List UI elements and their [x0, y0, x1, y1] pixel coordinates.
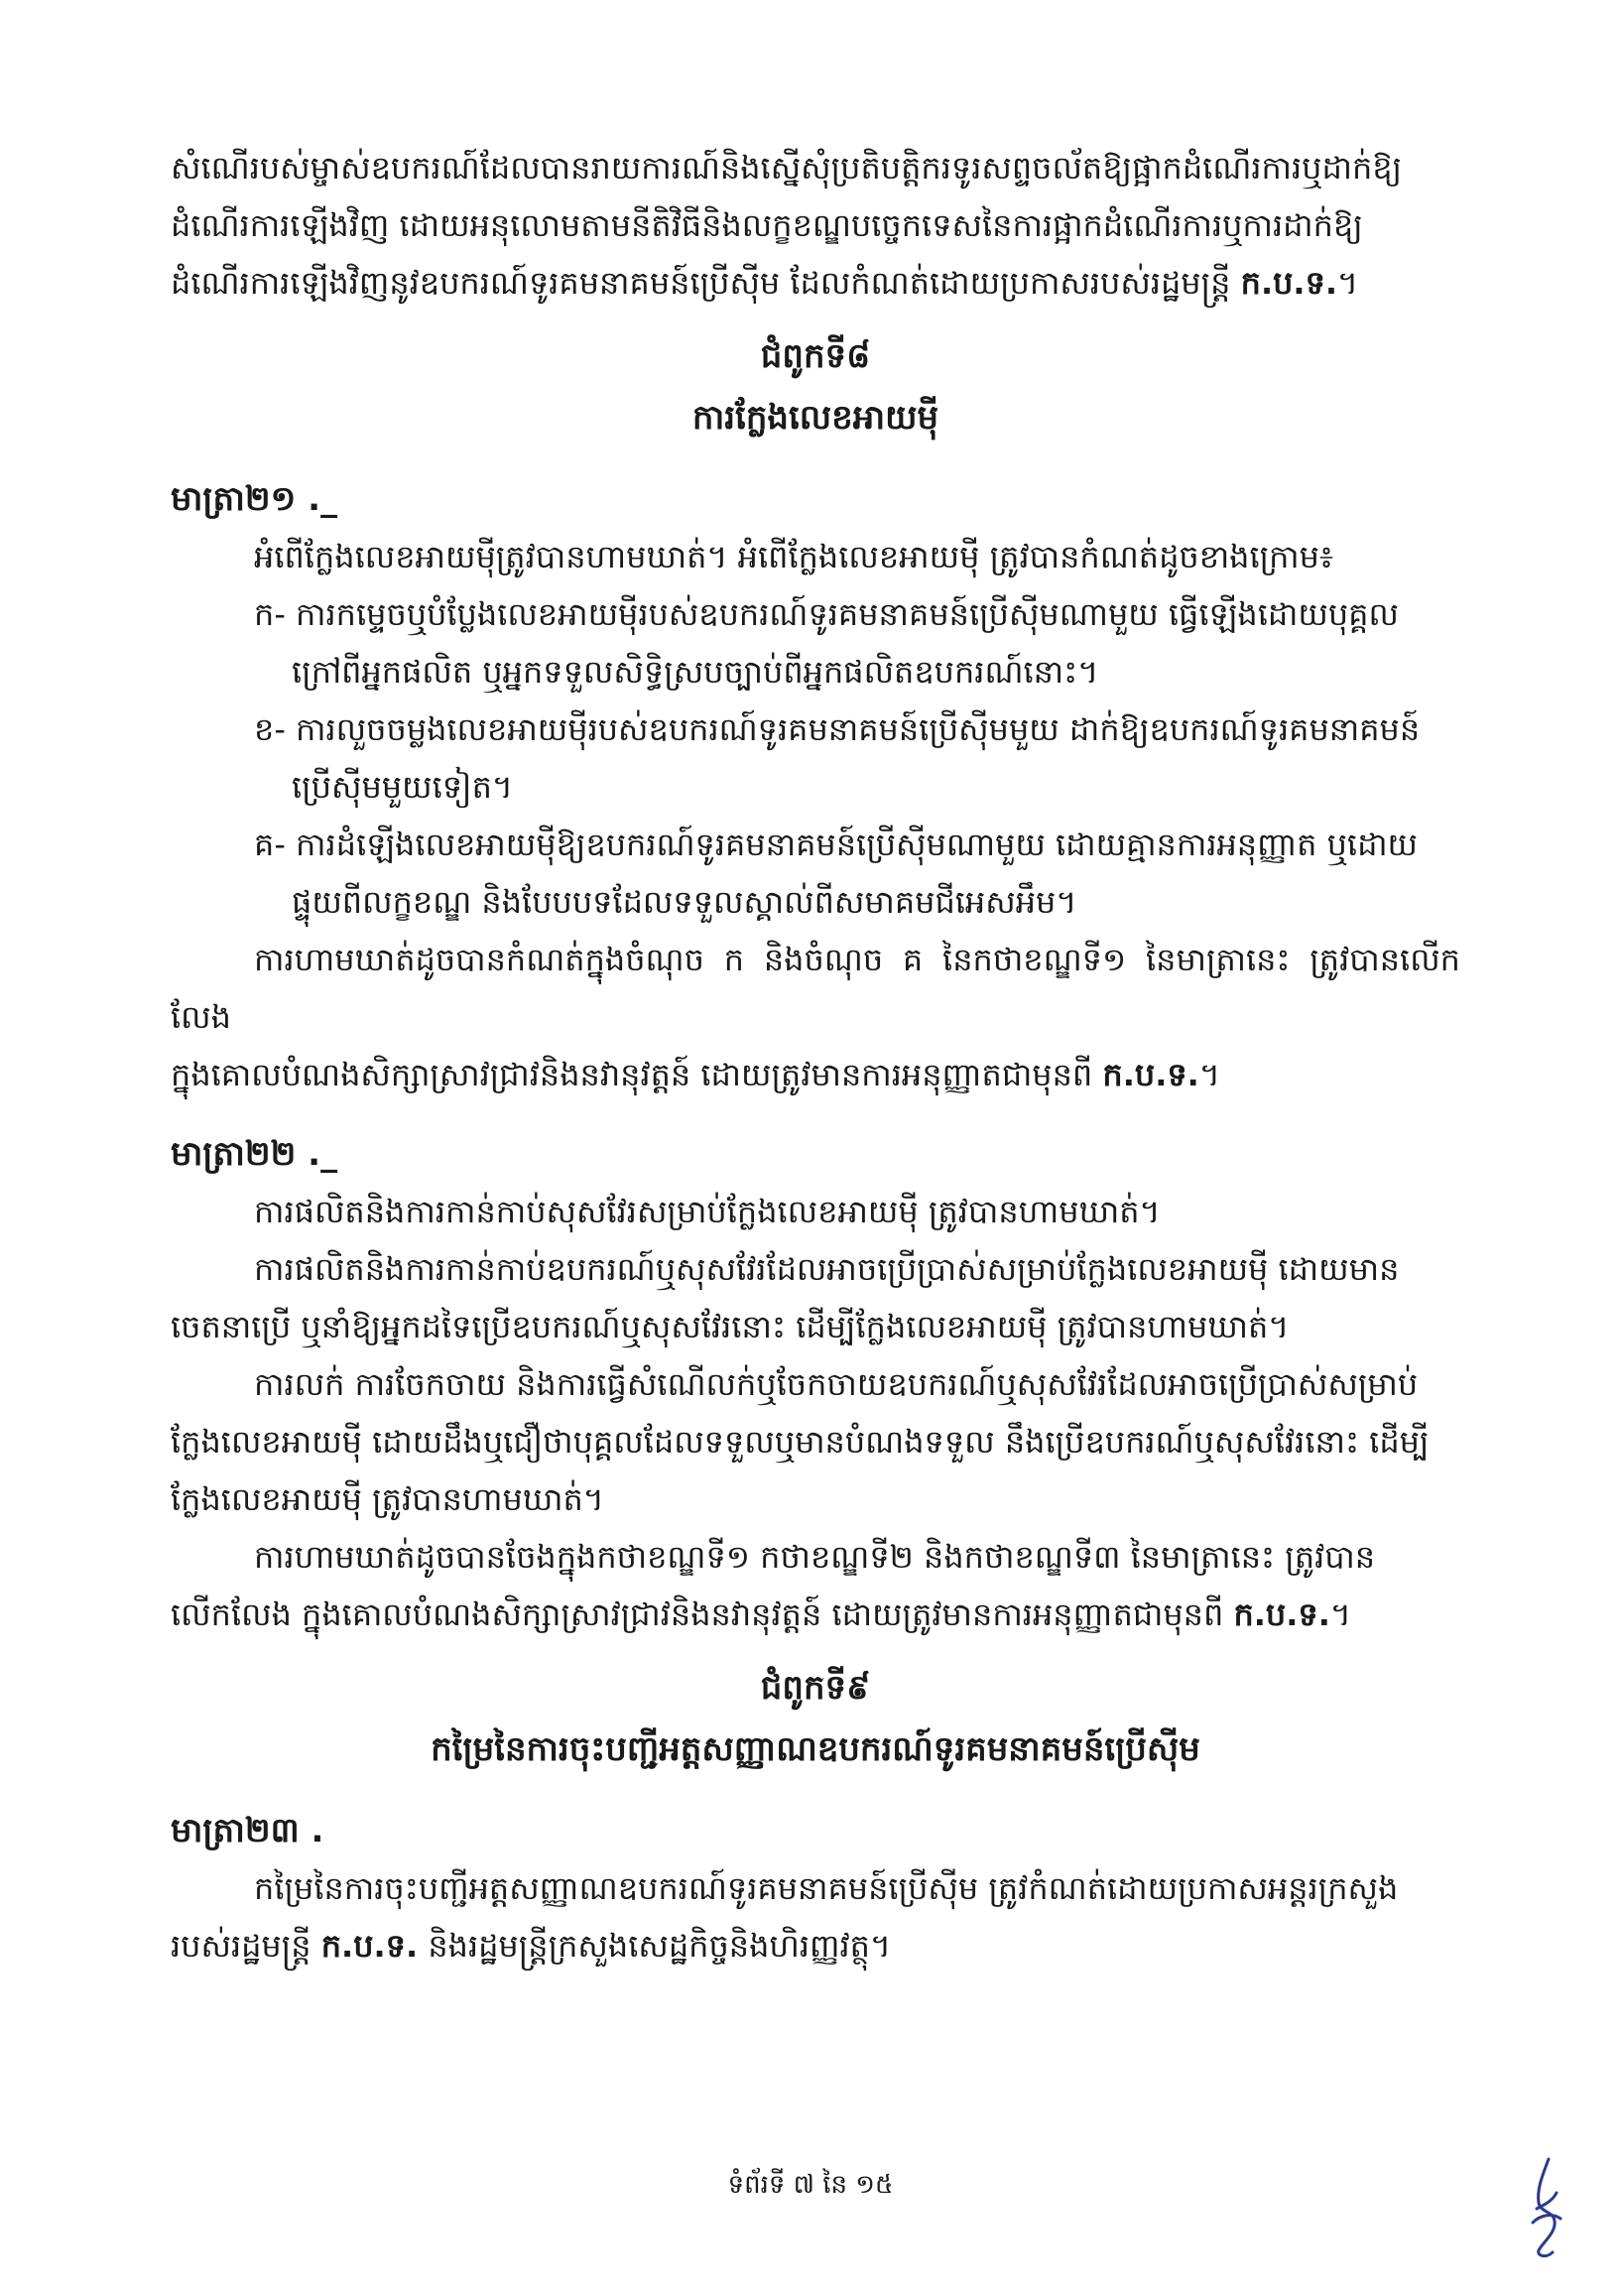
- article-22-p2: ការផលិតនិងការកាន់កាប់ឧបករណ៍ឬសុសវែរដែលអាចប្រើប្រាស់សម្រាប់ក្លែងលេខអាយម៉ី ដោយមាន: [254, 1250, 1400, 1288]
- list-item-c: គ- ការដំឡើងលេខអាយម៉ីឱ្យឧបករណ៍ទូរគមនាគមន៍ប្រើស៊ីមណាមួយ ដោយគ្មានការអនុញ្ញាត ឬដោយ: [254, 826, 1418, 863]
- intro-line: ដំណើរការឡើងវិញនូវឧបករណ៍ទូរគមនាគមន៍ប្រើស៊ីម ដែលកំណត់ដោយប្រកាសរបស់រដ្ឋមន្ត្រី ក.ប.ទ.។: [171, 264, 1359, 302]
- article-23-heading: មាត្រា២៣ .: [171, 1811, 324, 1850]
- article-21-exception-cont: ក្នុងគោលបំណងសិក្សាស្រាវជ្រាវនិងនវានុវត្តន៍ ដោយត្រូវមានការអនុញ្ញាតជាមុនពី ក.ប.ទ.។: [171, 1056, 1220, 1093]
- list-item-b: ខ- ការលួចចម្លងលេខអាយម៉ីរបស់ឧបករណ៍ទូរគមនាគមន៍ប្រើស៊ីមមួយ ដាក់ឱ្យឧបករណ៍ទូរគមនាគមន៍: [254, 710, 1421, 748]
- article-22-p4-cont: លើកលែង ក្នុងគោលបំណងសិក្សាស្រាវជ្រាវនិងនវានុវត្តន៍ ដោយត្រូវមានការអនុញ្ញាតជាមុនពី ក.ប.ទ.។: [171, 1595, 1351, 1633]
- article-22-p3: ការលក់ ការចែកចាយ និងការធ្វើសំណើលក់ឬចែកចាយឧបករណ៍ឬសុសវែរដែលអាចប្រើប្រាស់សម្រាប់: [254, 1365, 1419, 1403]
- article-23-line1: កម្រៃនៃការចុះបញ្ជីអត្តសញ្ញាណឧបករណ៍ទូរគមនាគមន៍ប្រើស៊ីម ត្រូវកំណត់ដោយប្រកាសអន្តរក្រសួង: [254, 1869, 1399, 1907]
- document-body: [171, 139, 1460, 1975]
- intro-paragraph: [171, 139, 1460, 312]
- agency-abbrev: ក.ប.ទ.: [1233, 1595, 1330, 1633]
- agency-abbrev: ក.ប.ទ.: [1240, 264, 1338, 302]
- article-22-p2-cont: ចេតនាប្រើ ឬនាំឱ្យអ្នកដទៃប្រើឧបករណ៍ឬសុសវែរនោះ ដើម្បីក្លែងលេខអាយម៉ី ត្រូវបានហាមឃាត់។: [171, 1308, 1290, 1345]
- article-22-heading: មាត្រា២២ ._: [171, 1134, 338, 1174]
- signature-initials: [1513, 2153, 1572, 2262]
- article-22-p1: ការផលិតនិងការកាន់កាប់សុសវែរសម្រាប់ក្លែងលេខអាយម៉ី ត្រូវបានហាមឃាត់។: [254, 1193, 1161, 1230]
- article-21-intro: អំពើក្លែងលេខអាយម៉ីត្រូវបានហាមឃាត់។ អំពើក្លែងលេខអាយម៉ី ត្រូវបានកំណត់ដូចខាងក្រោម៖: [254, 538, 1333, 575]
- chapter-8-number: ជំពូកទី៨: [760, 336, 871, 376]
- chapter-9-title: កម្រៃនៃការចុះបញ្ជីអត្តសញ្ញាណឧបករណ៍ទូរគមនាគមន៍ប្រើស៊ីម: [431, 1729, 1200, 1769]
- chapter-8-title: ការក្លែងលេខអាយម៉ី: [691, 398, 939, 438]
- article-22-p3-cont: ក្លែងលេខអាយម៉ី ត្រូវបានហាមឃាត់។: [171, 1480, 604, 1518]
- article-22-p3-cont: ក្លែងលេខអាយម៉ី ដោយដឹងឬជឿថាបុគ្គលដែលទទួលឬមានបំណងទទួល នឹងប្រើឧបករណ៍ឬសុសវែរនោះ ដើម្បី: [171, 1423, 1430, 1461]
- agency-abbrev: ក.ប.ទ.: [320, 1927, 419, 1965]
- intro-line: សំណើរបស់ម្ចាស់ឧបករណ៍ដែលបានរាយការណ៍និងស្នើសុំប្រតិបត្តិករទូរសព្ទចល័តឱ្យផ្អាកដំណើរការឬដាក់ឱ្យ: [171, 149, 1403, 187]
- chapter-9-number: ជំពូកទី៩: [760, 1668, 871, 1708]
- list-item-b-cont: ប្រើស៊ីមមួយទៀត។: [292, 768, 513, 806]
- agency-abbrev: ក.ប.ទ.: [1102, 1056, 1199, 1093]
- article-21-exception: ការហាមឃាត់ដូចបានកំណត់ក្នុងចំណុច ក និងចំណុច គ នៃកថាខណ្ឌទី១ នៃមាត្រានេះ ត្រូវបានលើកលែង: [171, 941, 1460, 1036]
- intro-line: ដំណើរការឡើងវិញ ដោយអនុលោមតាមនីតិវិធីនិងលក្ខខណ្ឌបច្ចេកទេសនៃការផ្អាកដំណើរការឬការដាក់ឱ្យ: [171, 206, 1363, 244]
- page-number: ទំព័រទី ៧ នៃ ១៥: [727, 2170, 894, 2200]
- article-21-heading: មាត្រា២១ ._: [171, 479, 338, 519]
- list-item-a: ក- ការកម្ទេចឬបំប្លែងលេខអាយម៉ីរបស់ឧបករណ៍ទូរគមនាគមន៍ប្រើស៊ីមណាមួយ ធ្វើឡើងដោយបុគ្គល: [254, 595, 1399, 633]
- list-item-a-cont: ក្រៅពីអ្នកផលិត ឬអ្នកទទួលសិទ្ធិស្របច្បាប់ពីអ្នកផលិតឧបករណ៍នោះ។: [292, 653, 1099, 691]
- article-22-p4: ការហាមឃាត់ដូចបានចែងក្នុងកថាខណ្ឌទី១ កថាខណ្ឌទី២ និងកថាខណ្ឌទី៣ នៃមាត្រានេះ ត្រូវបាន: [254, 1538, 1376, 1576]
- list-item-c-cont: ផ្ទុយពីលក្ខខណ្ឌ និងបែបបទដែលទទួលស្គាល់ពីសមាគមជីអេសអឹម។: [292, 883, 1077, 921]
- article-23-line2: របស់រដ្ឋមន្ត្រី ក.ប.ទ. និងរដ្ឋមន្ត្រីក្រសួងសេដ្ឋកិច្ចនិងហិរញ្ញវត្ថុ។: [171, 1927, 892, 1965]
